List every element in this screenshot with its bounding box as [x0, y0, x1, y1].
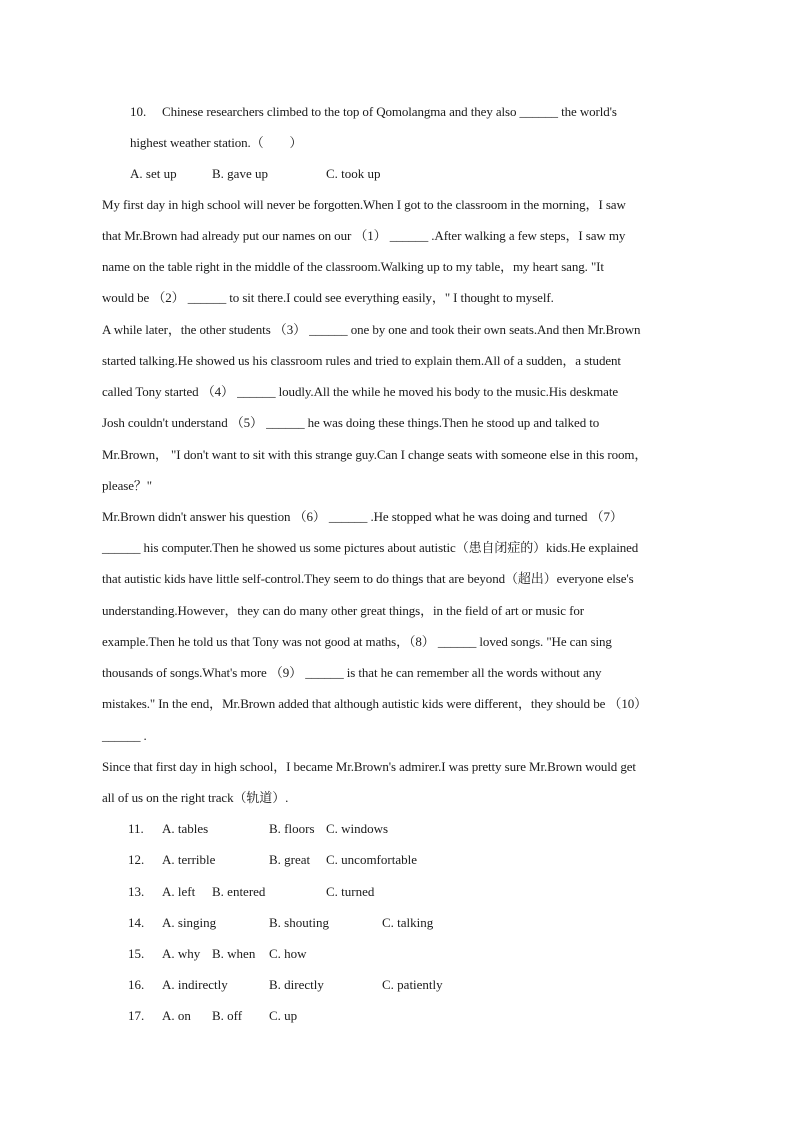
passage-line: started talking.He showed us his classroom rules and tried to explain them.All of a sudden，a student: [102, 353, 621, 368]
passage-line: that autistic kids have little self-control.They seem to do things that are beyond（超出）everyone else's: [102, 571, 634, 586]
passage-line: please？": [102, 478, 152, 493]
question-10-option-b: B. gave up: [212, 166, 268, 181]
question-number: 13.: [128, 884, 145, 899]
option-a: A. tables: [162, 821, 209, 836]
question-number: 12.: [128, 852, 145, 867]
option-b: B. when: [212, 946, 256, 961]
question-10-number: 10.: [130, 104, 147, 119]
question-number: 14.: [128, 915, 145, 930]
passage-line: example.Then he told us that Tony was not good at maths，（8） ______ loved songs. "He can sing: [102, 634, 612, 649]
passage-line: Mr.Brown didn't answer his question （6） ______ .He stopped what he was doing and turned （7）: [102, 509, 623, 524]
question-number: 16.: [128, 977, 145, 992]
option-c: C. how: [269, 946, 307, 961]
passage-line: would be （2） ______ to sit there.I could see everything easily，" I thought to myself.: [102, 290, 554, 305]
option-c: C. turned: [326, 884, 375, 899]
passage-line: all of us on the right track（轨道）.: [102, 790, 289, 805]
passage-line: understanding.However，they can do many other great things，in the field of art or music for: [102, 603, 584, 618]
passage-line: Since that first day in high school，I became Mr.Brown's admirer.I was pretty sure Mr.Brown would get: [102, 759, 636, 774]
passage-line: ______ his computer.Then he showed us some pictures about autistic（患自闭症的）kids.He explained: [102, 540, 639, 555]
option-a: A. why: [162, 946, 201, 961]
option-b: B. off: [212, 1008, 243, 1023]
passage-line: name on the table right in the middle of the classroom.Walking up to my table，my heart sang. "It: [102, 259, 604, 274]
option-c: C. uncomfortable: [326, 852, 417, 867]
option-c: C. up: [269, 1008, 298, 1023]
option-a: A. left: [162, 884, 196, 899]
passage-line: called Tony started （4） ______ loudly.All the while he moved his body to the music.His deskmate: [102, 384, 619, 399]
option-b: B. shouting: [269, 915, 329, 930]
option-c: C. talking: [382, 915, 434, 930]
option-b: B. great: [269, 852, 311, 867]
question-number: 11.: [128, 821, 144, 836]
passage-line: thousands of songs.What's more （9） ______ is that he can remember all the words without any: [102, 665, 602, 680]
question-10-text-line1: Chinese researchers climbed to the top of Qomolangma and they also ______ the world's: [162, 104, 617, 119]
option-a: A. on: [162, 1008, 191, 1023]
passage-line: Josh couldn't understand （5） ______ he was doing these things.Then he stood up and talked to: [102, 415, 600, 430]
passage-line: ______ .: [102, 728, 147, 743]
option-c: C. patiently: [382, 977, 443, 992]
question-10-option-c: C. took up: [326, 166, 381, 181]
option-b: B. entered: [212, 884, 266, 899]
option-b: B. directly: [269, 977, 324, 992]
passage-line: mistakes." In the end，Mr.Brown added that although autistic kids were different，they should be （10）: [102, 696, 648, 711]
question-number: 17.: [128, 1008, 145, 1023]
option-a: A. singing: [162, 915, 217, 930]
question-10-text-line2: highest weather station.（ ）: [130, 135, 303, 150]
question-10-option-a: A. set up: [130, 166, 177, 181]
passage-line: A while later，the other students （3） ______ one by one and took their own seats.And then Mr.Brown: [102, 322, 641, 337]
option-c: C. windows: [326, 821, 389, 836]
option-a: A. terrible: [162, 852, 216, 867]
passage-line: Mr.Brown， "I don't want to sit with this strange guy.Can I change seats with someone else in this room，: [102, 447, 648, 462]
option-b: B. floors: [269, 821, 315, 836]
passage-line: that Mr.Brown had already put our names on our （1） ______ .After walking a few steps，I saw my: [102, 228, 626, 243]
question-number: 15.: [128, 946, 145, 961]
passage-line: My first day in high school will never be forgotten.When I got to the classroom in the morning，I saw: [102, 197, 626, 212]
option-a: A. indirectly: [162, 977, 228, 992]
